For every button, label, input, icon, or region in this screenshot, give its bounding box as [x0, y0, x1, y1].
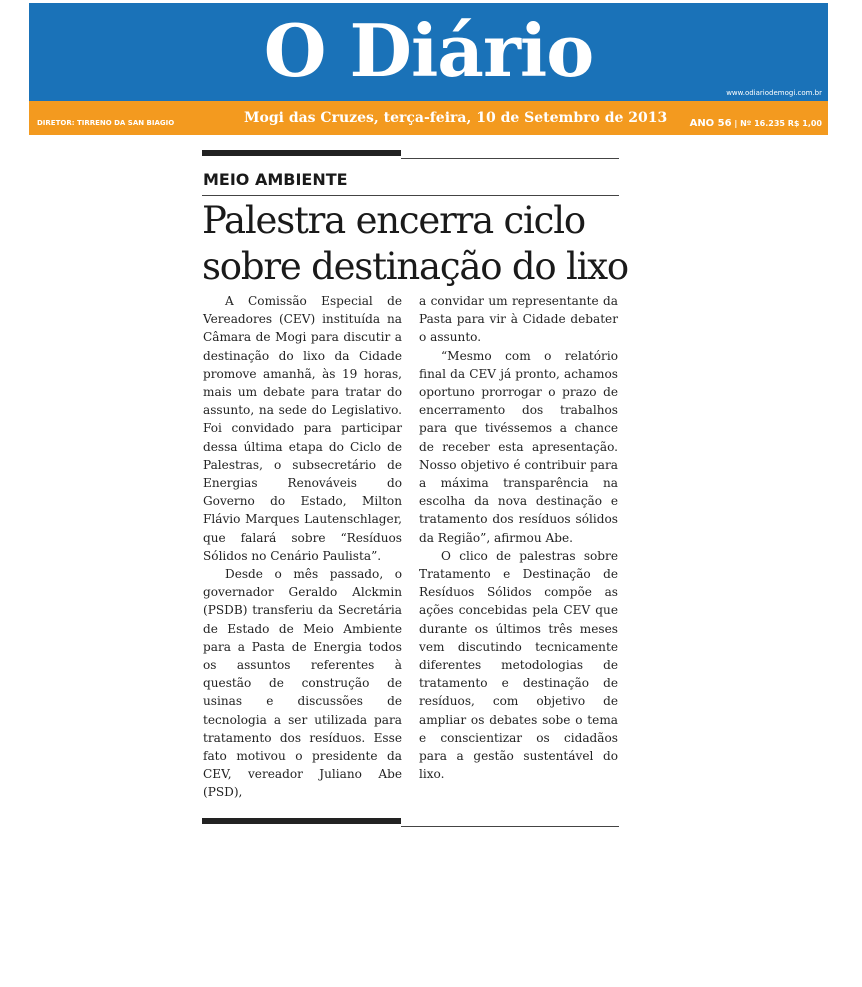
- masthead: [29, 3, 828, 101]
- article-column-1: [203, 292, 402, 802]
- website-url: www.odiariodemogi.com.br: [726, 89, 822, 97]
- bottom-rule-thin: [401, 826, 619, 827]
- director-credit: DIRETOR: TIRRENO DA SAN BIAGIO: [37, 119, 175, 127]
- newspaper-logo: O Diário: [263, 8, 594, 93]
- section-label: MEIO AMBIENTE: [203, 170, 348, 189]
- article-column-2: [419, 292, 618, 783]
- dateline-bar: [29, 101, 828, 135]
- paragraph: a convidar um representante da Pasta para vir à Cidade debater o assunto.: [419, 294, 618, 345]
- section-rule: [202, 195, 619, 196]
- paragraph: O clico de palestras sobre Tratamento e Destinação de Resíduos Sólidos compõe as ações concebidas pela CEV que durante os últimos três meses vem discutindo tecnicamente diferentes metodologias de tratamento e destinação de resíduos, com objetivo de ampliar os debates sobe o tema e conscientizar os cidadãos para a gestão sustentável do lixo.: [419, 548, 618, 782]
- top-rule-thin: [401, 158, 619, 159]
- paragraph: Desde o mês passado, o governador Geraldo Alckmin (PSDB) transferiu da Secretária de Estado de Meio Ambiente para a Pasta de Energia todos os assuntos referentes à questão de construção de usinas e discussões de tecnologia a ser utilizada para tratamento dos resíduos. Esse fato motivou o presidente da CEV, vereador Juliano Abe (PSD),: [203, 567, 402, 800]
- paragraph: “Mesmo com o relatório final da CEV já pronto, achamos oportuno prorrogar o prazo de encerramento dos trabalhos para que tivéssemos a chance de receber esta apresentação. Nosso objetivo é contribuir para a máxima transparência na escolha da nova destinação e tratamento dos resíduos sólidos da Região”, afirmou Abe.: [419, 348, 618, 545]
- article-headline: Palestra encerra ciclo sobre destinação do lixo: [202, 199, 629, 288]
- edition-date: Mogi das Cruzes, terça-feira, 10 de Setembro de 2013: [244, 110, 668, 126]
- edition-number-price: | Nº 16.235 R$ 1,00: [734, 119, 822, 128]
- year-label: ANO 56: [689, 118, 732, 129]
- bottom-rule-thick: [202, 818, 401, 824]
- edition-info: [690, 118, 822, 129]
- top-rule-thick: [202, 150, 401, 156]
- paragraph: A Comissão Especial de Vereadores (CEV) instituída na Câmara de Mogi para discutir a destinação do lixo da Cidade promove amanhã, às 19 horas, mais um debate para tratar do assunto, na sede do Legislativo. Foi convidado para participar dessa última etapa do Ciclo de Palestras, o subsecretário de Energias Renováveis do Governo do Estado, Milton Flávio Marques Lautenschlager, que falará sobre “Resíduos Sólidos no Cenário Paulista”.: [203, 294, 402, 563]
